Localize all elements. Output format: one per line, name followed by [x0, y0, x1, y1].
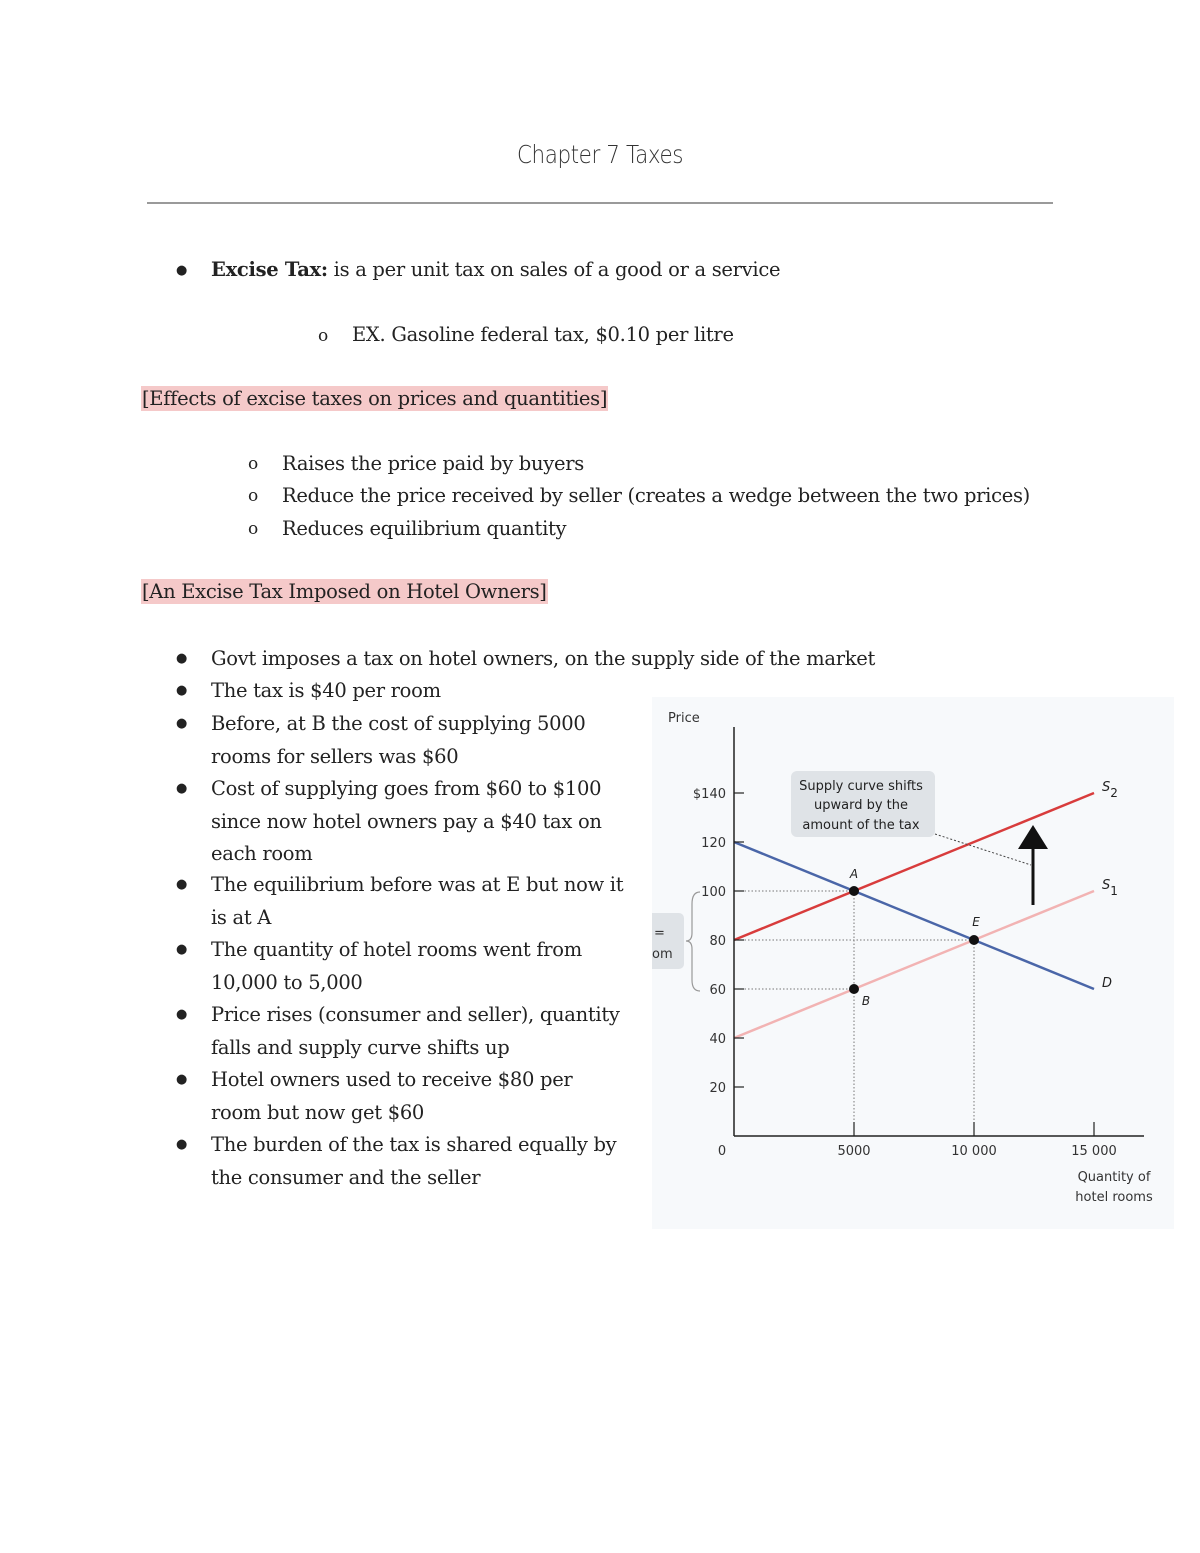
y-tick-label: 100	[701, 885, 726, 900]
point-label: B	[861, 994, 871, 1008]
point-label: A	[849, 867, 859, 881]
bullet-icon: ●	[176, 1007, 188, 1022]
sub-bullet-icon: o	[318, 326, 329, 346]
effects-item: Reduce the price received by seller (creates a wedge between the two prices)	[282, 484, 1030, 507]
bullet-icon: ●	[176, 716, 188, 731]
hotel-item: Before, at B the cost of supplying 5000 rooms for sellers was $60	[211, 712, 586, 768]
series-line-s1	[734, 891, 1094, 1038]
hotel-item: The burden of the tax is shared equally by the consumer and the seller	[211, 1133, 617, 1189]
point-b	[849, 984, 859, 994]
bullet-icon: ●	[176, 263, 188, 278]
hotel-item: Hotel owners used to receive $80 per room but now get $60	[211, 1068, 573, 1124]
x-axis-label-line2: hotel rooms	[1075, 1190, 1153, 1205]
annotation-text: upward by the	[813, 798, 909, 813]
bullet-icon: ●	[176, 683, 188, 698]
x-tick-label: 15 000	[1071, 1144, 1117, 1159]
point-label: E	[972, 915, 980, 929]
cropped-callout-text: =	[654, 926, 665, 941]
hotel-item: Govt imposes a tax on hotel owners, on the supply side of the market	[211, 647, 876, 670]
y-tick-label: 80	[709, 934, 726, 949]
y-tick-label: $140	[692, 787, 726, 802]
x-tick-label: 0	[717, 1144, 727, 1159]
y-tick-label: 120	[701, 836, 726, 851]
hotel-heading-highlight: [An Excise Tax Imposed on Hotel Owners]	[142, 580, 547, 603]
shift-annotation	[791, 771, 1033, 905]
bullet-icon: ●	[176, 1072, 188, 1087]
sub-bullet-icon: o	[248, 519, 259, 539]
hotel-item: Price rises (consumer and seller), quantity falls and supply curve shifts up	[211, 1003, 620, 1059]
hotel-heading	[141, 578, 548, 606]
hotel-item: Cost of supplying goes from $60 to $100 since now hotel owners pay a $40 tax on each room	[211, 777, 602, 865]
sub-bullet-icon: o	[248, 486, 259, 506]
series-label: D	[1102, 976, 1113, 991]
point-a	[849, 886, 859, 896]
series-label: S1	[1102, 878, 1118, 898]
annotation-text: Supply curve shifts	[799, 779, 923, 794]
effects-heading	[141, 385, 608, 413]
y-tick-label: 60	[709, 983, 726, 998]
cropped-side-callout	[652, 892, 700, 991]
chart-figure	[652, 697, 1174, 1229]
excise-definition	[211, 254, 780, 287]
bullet-icon: ●	[176, 942, 188, 957]
excise-tax-chart	[652, 697, 1174, 1229]
x-tick-label: 5000	[837, 1144, 871, 1159]
y-tick-label: 20	[709, 1081, 726, 1096]
bullet-icon: ●	[176, 781, 188, 796]
excise-term: Excise Tax:	[211, 258, 328, 281]
hotel-item: The equilibrium before was at E but now it is at A	[211, 873, 624, 929]
hotel-item: The tax is $40 per room	[211, 679, 441, 702]
y-axis-label: Price	[668, 711, 700, 726]
sub-bullet-icon: o	[248, 454, 259, 474]
annotation-text: amount of the tax	[802, 818, 920, 833]
point-e	[969, 935, 979, 945]
bullet-icon: ●	[176, 877, 188, 892]
x-axis-label-line1: Quantity of	[1077, 1170, 1151, 1185]
hotel-item: The quantity of hotel rooms went from 10,000 to 5,000	[211, 938, 582, 994]
page-title: Chapter 7 Taxes	[516, 140, 684, 169]
brace-icon	[686, 892, 700, 991]
effects-heading-highlight: [Effects of excise taxes on prices and quantities]	[142, 387, 608, 410]
effects-item: Reduces equilibrium quantity	[282, 517, 567, 540]
y-tick-label: 40	[709, 1032, 726, 1047]
title-divider	[147, 202, 1053, 204]
effects-item: Raises the price paid by buyers	[282, 452, 584, 475]
bullet-icon: ●	[176, 651, 188, 666]
series-label: S2	[1102, 780, 1118, 800]
cropped-callout-text: om	[652, 947, 673, 962]
bullet-icon: ●	[176, 1137, 188, 1152]
excise-definition-text: is a per unit tax on sales of a good or a service	[327, 258, 781, 281]
excise-example: EX. Gasoline federal tax, $0.10 per litre	[352, 323, 734, 346]
series-line-d	[734, 842, 1094, 989]
x-tick-label: 10 000	[951, 1144, 997, 1159]
